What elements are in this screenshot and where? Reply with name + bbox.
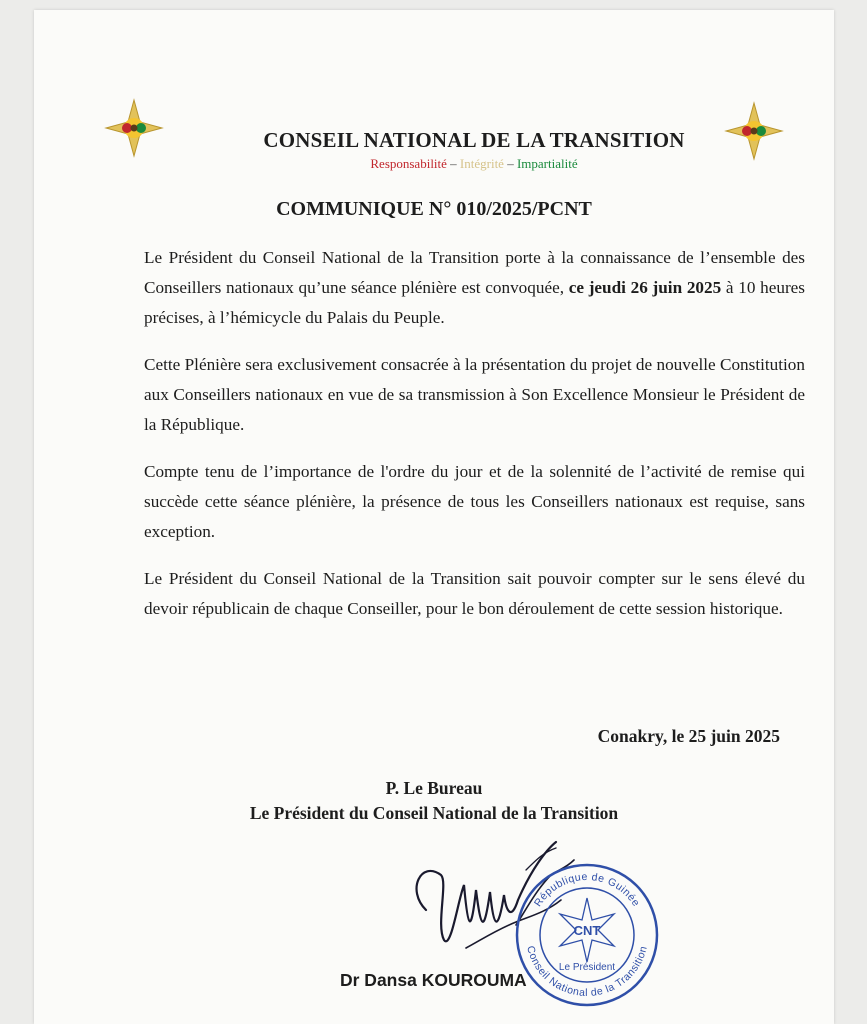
paragraph-text: Cette Plénière sera exclusivement consacrée à la présentation du projet de nouvelle Constitution aux Conseillers nationaux en vue de sa transmission à Son Excellence Monsieur le Président de la République. [144, 355, 805, 434]
communique-body [144, 243, 805, 641]
paragraph [144, 564, 805, 624]
signer-name: Dr Dansa KOUROUMA [340, 970, 527, 990]
paragraph-text: Le Président du Conseil National de la Transition porte à la connaissance de l’ensemble des Conseillers nationaux qu’une séance plénière est convoquée, [144, 248, 805, 297]
paragraph-text: Compte tenu de l’importance de l'ordre du jour et de la solennité de l’activité de remise qui succède cette séance plénière, la présence de tous les Conseillers nationaux est requise, sans exception. [144, 462, 805, 541]
stamp-bottom-text: Conseil National de la Transition [524, 944, 650, 1000]
signature-block [34, 776, 834, 826]
motto [184, 156, 764, 172]
paragraph-text: Le Président du Conseil National de la Transition sait pouvoir compter sur le sens élevé du devoir républicain de chaque Conseiller, pour le bon déroulement de cette session historique. [144, 569, 805, 618]
official-stamp-icon [514, 862, 660, 1008]
paragraph [144, 350, 805, 440]
motto-responsabilite: Responsabilité [370, 156, 447, 171]
stamp-top-text: République de Guinée [531, 870, 643, 909]
cnt-emblem-left-icon [104, 98, 164, 158]
place-date: Conakry, le 25 juin 2025 [597, 726, 780, 746]
motto-integrite: Intégrité [459, 156, 504, 171]
stamp-inner-text: Le Président [558, 962, 616, 973]
paragraph [144, 457, 805, 547]
document-page [34, 10, 834, 1024]
paragraph-bold-text: ce jeudi 26 juin 2025 [568, 278, 722, 297]
on-behalf: P. Le Bureau [385, 778, 483, 798]
paragraph-text: à 10 heures précises, à l’hémicycle du Palais du Peuple. [144, 278, 805, 327]
stamp-center-text: CNT [573, 923, 601, 938]
organization-title: CONSEIL NATIONAL DE LA TRANSITION [263, 128, 685, 152]
motto-separator: – [503, 156, 517, 171]
signer-role: Le Président du Conseil National de la Transition [249, 803, 619, 823]
paragraph [144, 243, 805, 333]
communique-title: COMMUNIQUE N° 010/2025/PCNT [276, 198, 592, 220]
motto-separator: – [446, 156, 460, 171]
motto-impartialite: Impartialité [516, 156, 578, 171]
